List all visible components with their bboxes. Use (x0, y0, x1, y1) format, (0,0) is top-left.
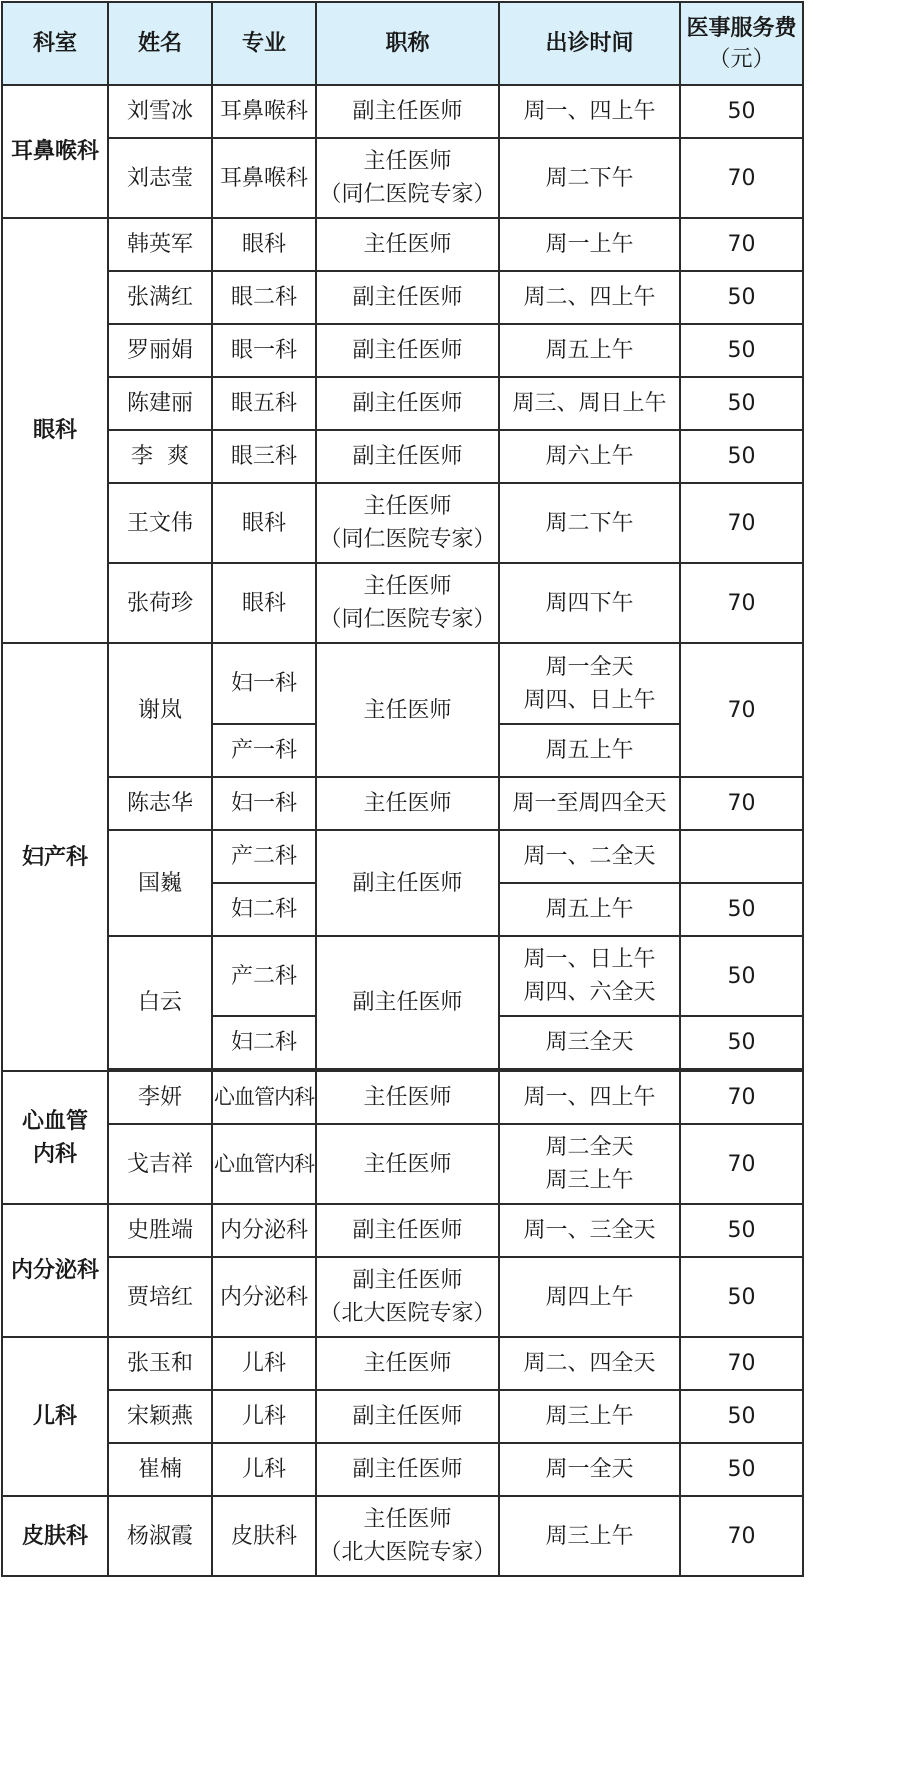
title: 主任医师 (316, 1124, 499, 1204)
schedule-line: 周一全天 (545, 654, 634, 680)
dept-peds: 儿科 (2, 1337, 108, 1496)
title: 副主任医师 (316, 1443, 499, 1496)
doctor-name: 李 爽 (108, 430, 212, 483)
specialty: 眼五科 (212, 377, 316, 430)
title-main: 副主任医师 (352, 1268, 463, 1293)
specialty: 耳鼻喉科 (212, 85, 316, 138)
fee: 70 (680, 643, 803, 777)
header-name: 姓名 (108, 2, 212, 85)
dept-eye: 眼科 (2, 218, 108, 643)
doctor-name: 张荷珍 (108, 563, 212, 643)
dept-cardio (2, 1071, 108, 1204)
table-row (2, 643, 803, 724)
schedule: 周五上午 (499, 883, 680, 936)
specialty: 眼三科 (212, 430, 316, 483)
title: 副主任医师 (316, 936, 499, 1069)
header-schedule: 出诊时间 (499, 2, 680, 85)
doctor-name: 张玉和 (108, 1337, 212, 1390)
specialty: 儿科 (212, 1337, 316, 1390)
specialty: 儿科 (212, 1443, 316, 1496)
table-row (2, 563, 803, 643)
fee: 50 (680, 936, 803, 1016)
fee (680, 830, 803, 883)
schedule-line: 周四、六全天 (523, 980, 656, 1005)
schedule-line: 周四、日上午 (523, 687, 656, 713)
doctor-name: 国巍 (108, 830, 212, 936)
title (316, 1257, 499, 1337)
table-row (2, 1390, 803, 1443)
specialty: 皮肤科 (212, 1496, 316, 1576)
schedule: 周二下午 (499, 138, 680, 218)
table-row (2, 1337, 803, 1390)
specialty: 心血管内科 (212, 1124, 316, 1204)
table-row (2, 1443, 803, 1496)
table-row (2, 830, 803, 883)
title: 副主任医师 (316, 1204, 499, 1257)
table-row (2, 85, 803, 138)
title: 主任医师 (316, 1071, 499, 1124)
specialty: 眼科 (212, 218, 316, 271)
header-title: 职称 (316, 2, 499, 85)
title-note: （同仁医院专家） (319, 607, 496, 632)
fee: 50 (680, 1204, 803, 1257)
schedule: 周一至周四全天 (499, 777, 680, 830)
title: 副主任医师 (316, 85, 499, 138)
doctor-name: 王文伟 (108, 483, 212, 563)
schedule (499, 643, 680, 724)
schedule: 周三、周日上午 (499, 377, 680, 430)
doctor-name: 杨淑霞 (108, 1496, 212, 1576)
specialty: 妇一科 (212, 643, 316, 724)
title-note: （北大医院专家） (319, 1301, 496, 1326)
fee: 70 (680, 563, 803, 643)
specialty: 儿科 (212, 1390, 316, 1443)
fee: 50 (680, 883, 803, 936)
dept-cardio-line1: 心血管 (21, 1108, 88, 1134)
title-main: 主任医师 (363, 1507, 452, 1532)
table-row (2, 1204, 803, 1257)
table-row (2, 1496, 803, 1576)
title-note: （同仁医院专家） (319, 182, 496, 207)
table-row (2, 777, 803, 830)
doctor-name: 李妍 (108, 1071, 212, 1124)
dept-derm: 皮肤科 (2, 1496, 108, 1576)
fee: 70 (680, 1337, 803, 1390)
table-row (2, 377, 803, 430)
doctor-name: 刘雪冰 (108, 85, 212, 138)
fee: 50 (680, 1390, 803, 1443)
doctor-name: 张满红 (108, 271, 212, 324)
title-note: （同仁医院专家） (319, 527, 496, 552)
doctor-name: 韩英军 (108, 218, 212, 271)
specialty: 内分泌科 (212, 1257, 316, 1337)
specialty: 产二科 (212, 830, 316, 883)
header-fee-unit: （元） (708, 47, 775, 72)
table-row (2, 430, 803, 483)
table-row (2, 271, 803, 324)
specialty: 妇一科 (212, 777, 316, 830)
title-main: 主任医师 (363, 494, 452, 519)
title: 主任医师 (316, 1337, 499, 1390)
doctor-name: 贾培红 (108, 1257, 212, 1337)
fee: 70 (680, 483, 803, 563)
fee: 50 (680, 1016, 803, 1069)
schedule: 周一上午 (499, 218, 680, 271)
title (316, 563, 499, 643)
fee: 50 (680, 430, 803, 483)
schedule-line: 周一、日上午 (523, 947, 656, 972)
fee: 70 (680, 1124, 803, 1204)
fee: 50 (680, 271, 803, 324)
specialty: 产一科 (212, 724, 316, 777)
fee: 70 (680, 218, 803, 271)
table-row (2, 324, 803, 377)
schedule (499, 1124, 680, 1204)
title (316, 138, 499, 218)
specialty: 眼二科 (212, 271, 316, 324)
fee: 50 (680, 324, 803, 377)
schedule-line: 周二全天 (545, 1135, 634, 1160)
header-department: 科室 (2, 2, 108, 85)
fee: 50 (680, 85, 803, 138)
title: 主任医师 (316, 643, 499, 777)
title-main: 主任医师 (363, 574, 452, 599)
fee: 70 (680, 138, 803, 218)
header-fee (680, 2, 803, 85)
title: 主任医师 (316, 777, 499, 830)
title: 副主任医师 (316, 1390, 499, 1443)
title (316, 1496, 499, 1576)
doctor-name: 宋颖燕 (108, 1390, 212, 1443)
title: 副主任医师 (316, 271, 499, 324)
fee: 50 (680, 1443, 803, 1496)
title: 副主任医师 (316, 830, 499, 936)
schedule: 周二、四全天 (499, 1337, 680, 1390)
table-row (2, 138, 803, 218)
doctor-name: 刘志莹 (108, 138, 212, 218)
schedule: 周二下午 (499, 483, 680, 563)
title-main: 主任医师 (363, 149, 452, 174)
schedule: 周六上午 (499, 430, 680, 483)
title: 副主任医师 (316, 430, 499, 483)
specialty: 眼科 (212, 563, 316, 643)
doctor-name: 罗丽娟 (108, 324, 212, 377)
dept-obgyn: 妇产科 (2, 643, 108, 1071)
doctor-name: 陈志华 (108, 777, 212, 830)
fee: 70 (680, 1496, 803, 1576)
specialty: 耳鼻喉科 (212, 138, 316, 218)
table-row (2, 1257, 803, 1337)
schedule: 周一、四上午 (499, 85, 680, 138)
header-specialty: 专业 (212, 2, 316, 85)
schedule: 周一、二全天 (499, 830, 680, 883)
fee: 50 (680, 1257, 803, 1337)
schedule: 周一全天 (499, 1443, 680, 1496)
specialty: 心血管内科 (212, 1071, 316, 1124)
fee: 70 (680, 1071, 803, 1124)
schedule: 周四上午 (499, 1257, 680, 1337)
schedule: 周四下午 (499, 563, 680, 643)
schedule: 周五上午 (499, 324, 680, 377)
dept-endo: 内分泌科 (2, 1204, 108, 1337)
schedule: 周一、三全天 (499, 1204, 680, 1257)
table-row (2, 483, 803, 563)
header-fee-label: 医事服务费 (686, 16, 797, 41)
doctor-name: 白云 (108, 936, 212, 1069)
doctor-name: 陈建丽 (108, 377, 212, 430)
table-row (2, 1071, 803, 1124)
schedule (499, 936, 680, 1016)
schedule: 周二、四上午 (499, 271, 680, 324)
title (316, 483, 499, 563)
specialty: 内分泌科 (212, 1204, 316, 1257)
fee: 70 (680, 777, 803, 830)
table-row (2, 1124, 803, 1204)
dept-cardio-line2: 内科 (32, 1141, 77, 1167)
schedule: 周五上午 (499, 724, 680, 777)
table-row (2, 218, 803, 271)
fee: 50 (680, 377, 803, 430)
specialty: 眼科 (212, 483, 316, 563)
doctor-schedule-table (1, 1, 804, 1577)
header-row (2, 2, 803, 85)
dept-ent: 耳鼻喉科 (2, 85, 108, 218)
specialty: 眼一科 (212, 324, 316, 377)
schedule: 周一、四上午 (499, 1071, 680, 1124)
doctor-name: 崔楠 (108, 1443, 212, 1496)
specialty: 妇二科 (212, 1016, 316, 1069)
schedule: 周三全天 (499, 1016, 680, 1069)
title-note: （北大医院专家） (319, 1540, 496, 1565)
doctor-name: 戈吉祥 (108, 1124, 212, 1204)
table-row (2, 936, 803, 1016)
schedule: 周三上午 (499, 1496, 680, 1576)
specialty: 产二科 (212, 936, 316, 1016)
specialty: 妇二科 (212, 883, 316, 936)
schedule: 周三上午 (499, 1390, 680, 1443)
doctor-name: 谢岚 (108, 643, 212, 777)
title: 副主任医师 (316, 324, 499, 377)
title: 副主任医师 (316, 377, 499, 430)
schedule-line: 周三上午 (545, 1168, 634, 1193)
title: 主任医师 (316, 218, 499, 271)
doctor-name: 史胜端 (108, 1204, 212, 1257)
